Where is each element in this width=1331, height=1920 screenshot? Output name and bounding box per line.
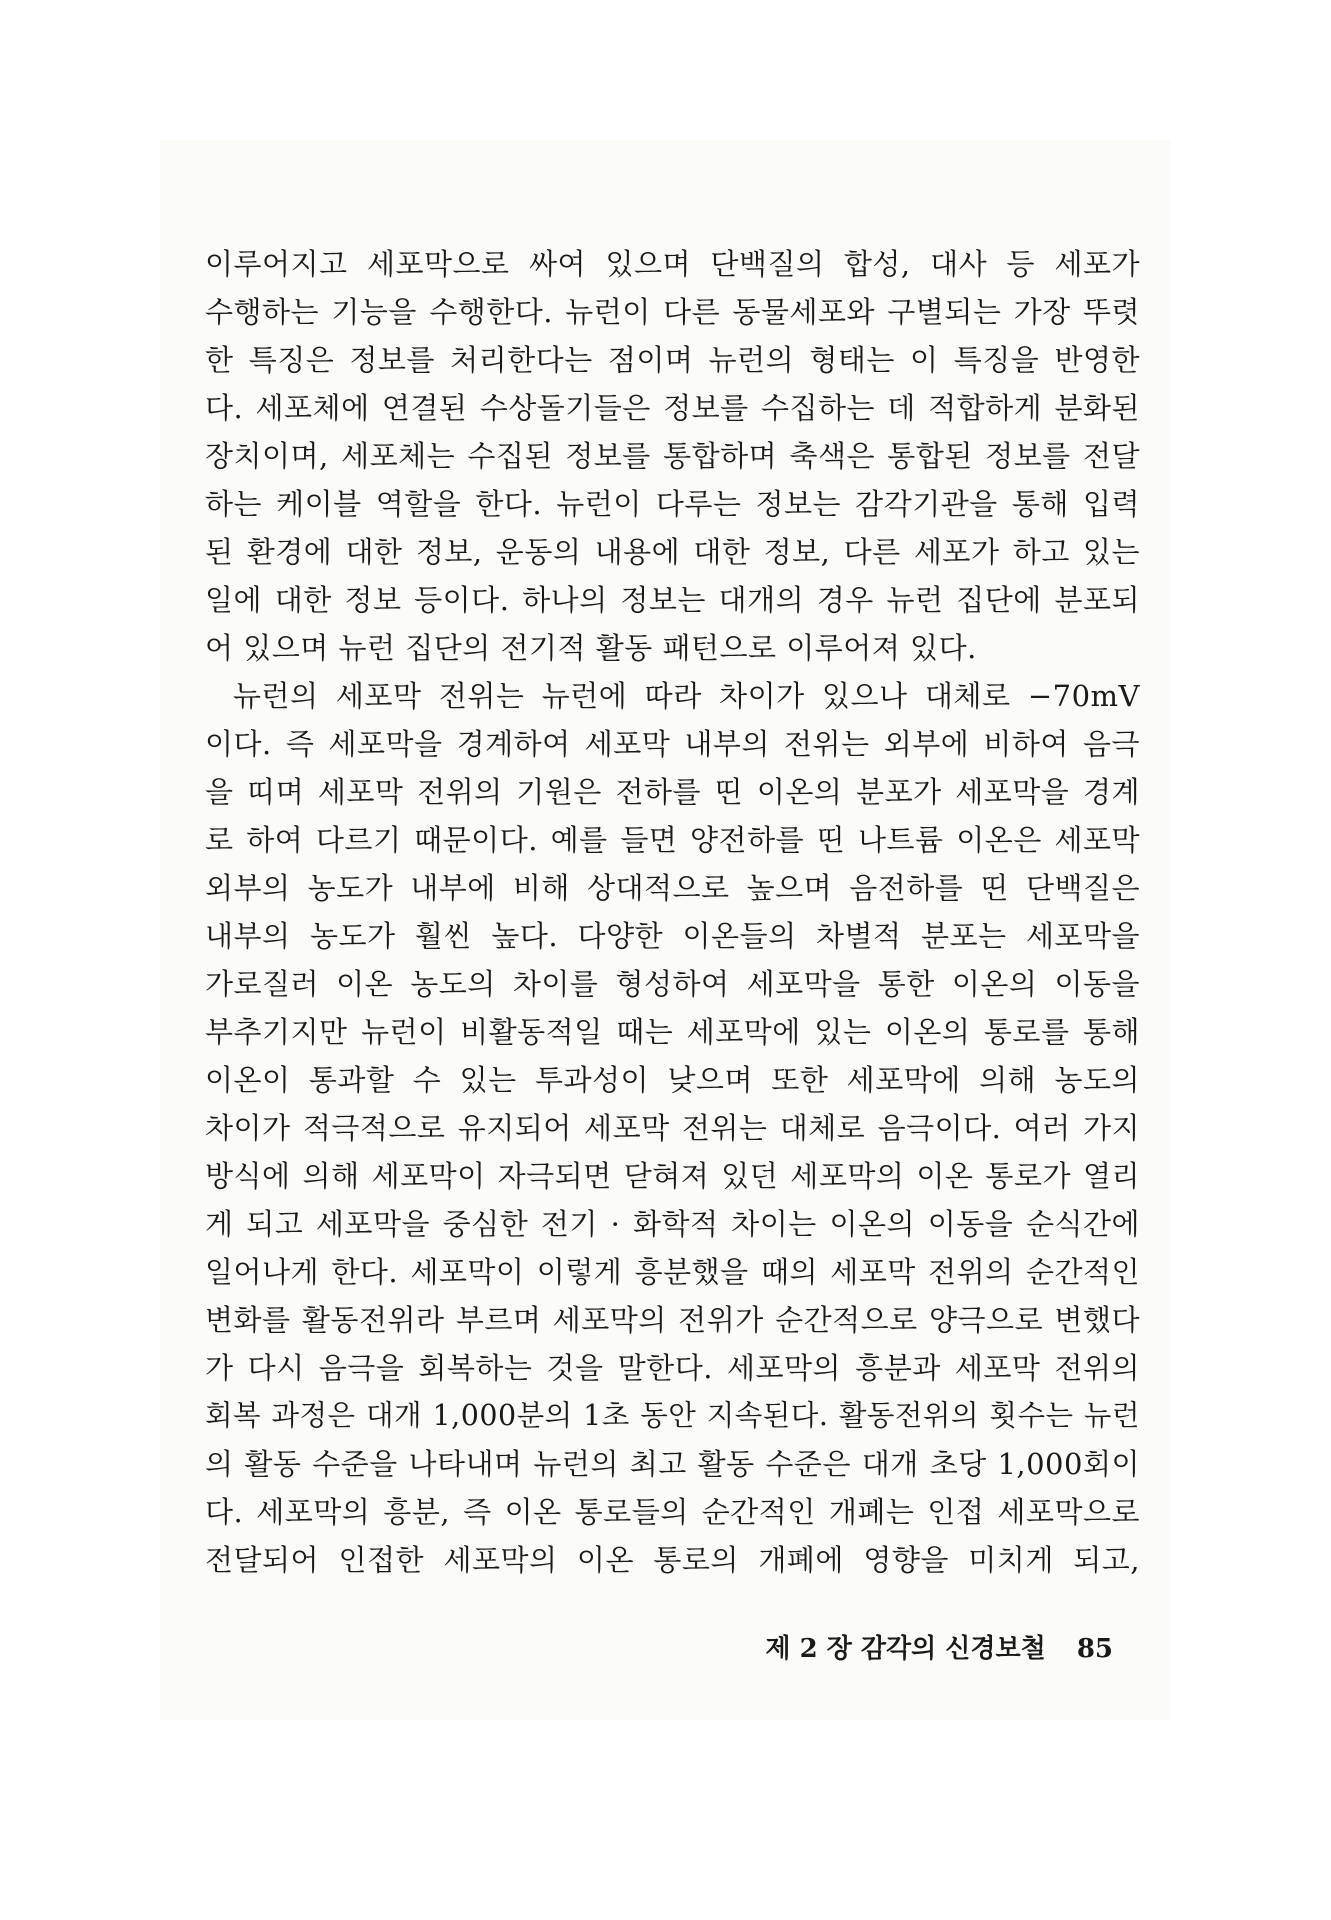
text-line: 로 하여 다르기 때문이다. 예를 들면 양전하를 띤 나트륨 이온은 세포막 [205,823,1140,857]
page-number: 85 [1076,1634,1113,1664]
text-line: 을 띠며 세포막 전위의 기원은 전하를 띤 이온의 분포가 세포막을 경계 [205,775,1140,809]
page-footer [765,1628,1113,1665]
text-line: 가로질러 이온 농도의 차이를 형성하여 세포막을 통한 이온의 이동을 [205,967,1140,1001]
text-line: 장치이며, 세포체는 수집된 정보를 통합하며 축색은 통합된 정보를 전달 [205,439,1140,473]
text-line: 방식에 의해 세포막이 자극되면 닫혀져 있던 세포막의 이온 통로가 열리 [205,1159,1140,1193]
text-line: 뉴런의 세포막 전위는 뉴런에 따라 차이가 있으나 대체로 −70mV [233,679,1140,713]
text-line: 이온이 통과할 수 있는 투과성이 낮으며 또한 세포막에 의해 농도의 [205,1063,1140,1097]
text-line: 게 되고 세포막을 중심한 전기 · 화학적 차이는 이온의 이동을 순식간에 [205,1207,1140,1241]
chapter-title: 제 2 장 감각의 신경보철 [765,1634,1046,1664]
text-line: 회복 과정은 대개 1,000분의 1초 동안 지속된다. 활동전위의 횟수는 뉴런 [205,1399,1140,1432]
text-line: 일에 대한 정보 등이다. 하나의 정보는 대개의 경우 뉴런 집단에 분포되 [205,583,1140,617]
text-line: 어 있으며 뉴런 집단의 전기적 활동 패턴으로 이루어져 있다. [205,631,977,665]
paragraph-2 [205,672,1140,1584]
paragraph-1 [205,240,1140,672]
text-line: 다. 세포체에 연결된 수상돌기들은 정보를 수집하는 데 적합하게 분화된 [205,391,1140,425]
text-line: 부추기지만 뉴런이 비활동적일 때는 세포막에 있는 이온의 통로를 통해 [205,1015,1140,1049]
text-line: 이루어지고 세포막으로 싸여 있으며 단백질의 합성, 대사 등 세포가 [205,247,1140,281]
text-line: 한 특징은 정보를 처리한다는 점이며 뉴런의 형태는 이 특징을 반영한 [205,343,1140,377]
text-line: 내부의 농도가 훨씬 높다. 다양한 이온들의 차별적 분포는 세포막을 [205,919,1140,953]
text-line: 하는 케이블 역할을 한다. 뉴런이 다루는 정보는 감각기관을 통해 입력 [205,487,1140,521]
text-line: 변화를 활동전위라 부르며 세포막의 전위가 순간적으로 양극으로 변했다 [205,1303,1140,1337]
text-line: 다. 세포막의 흥분, 즉 이온 통로들의 순간적인 개폐는 인접 세포막으로 [205,1495,1140,1529]
text-line: 일어나게 한다. 세포막이 이렇게 흥분했을 때의 세포막 전위의 순간적인 [205,1255,1140,1289]
text-line: 차이가 적극적으로 유지되어 세포막 전위는 대체로 음극이다. 여러 가지 [205,1111,1140,1145]
text-line: 수행하는 기능을 수행한다. 뉴런이 다른 동물세포와 구별되는 가장 뚜렷 [205,295,1140,329]
text-line: 이다. 즉 세포막을 경계하여 세포막 내부의 전위는 외부에 비하여 음극 [205,727,1140,761]
text-line: 의 활동 수준을 나타내며 뉴런의 최고 활동 수준은 대개 초당 1,000회이 [205,1447,1140,1481]
text-line: 된 환경에 대한 정보, 운동의 내용에 대한 정보, 다른 세포가 하고 있는 [205,535,1140,569]
body-text [205,240,1140,1584]
text-line: 외부의 농도가 내부에 비해 상대적으로 높으며 음전하를 띤 단백질은 [205,871,1140,905]
text-line: 가 다시 음극을 회복하는 것을 말한다. 세포막의 흥분과 세포막 전위의 [205,1351,1140,1385]
text-line: 전달되어 인접한 세포막의 이온 통로의 개폐에 영향을 미치게 되고, [205,1543,1140,1577]
